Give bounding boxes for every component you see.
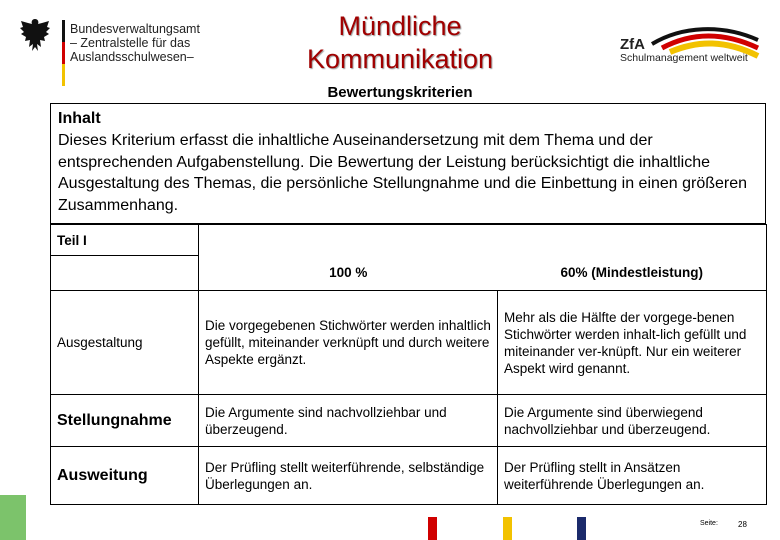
part-label: Teil I (51, 225, 199, 256)
header-empty-cell (51, 256, 199, 291)
agency-name-line-1: Bundesverwaltungsamt (70, 22, 200, 36)
footer-navy-bar (577, 517, 586, 540)
part-spacer (199, 225, 767, 256)
zfa-tagline: Schulmanagement weltweit (620, 52, 748, 64)
footer-red-bar (428, 517, 437, 540)
table-row (51, 447, 767, 505)
german-flag-bar (62, 20, 65, 88)
row-ausgestaltung-60: Mehr als die Hälfte der vorgege-benen Stichwörter werden inhalt-lich gefüllt und miteinander ver-knüpft. Nur ein weiterer Aspekt wird genannt. (498, 291, 767, 395)
table-row (51, 395, 767, 447)
row-label-ausgestaltung: Ausgestaltung (51, 291, 199, 395)
criteria-table (50, 224, 767, 505)
green-corner-block (0, 495, 26, 540)
slide-title-line-1: Mündliche (338, 11, 462, 41)
footer-yellow-bar (503, 517, 512, 540)
zfa-logo-text: ZfA (620, 36, 645, 53)
slide-subtitle: Bewertungskriterien (327, 84, 473, 101)
inhalt-description: Dieses Kriterium erfasst die inhaltliche Auseinandersetzung mit dem Thema und der entsprechenden Aufgabenstellung. Die Bewertung der Leistung berücksichtigt die inhaltliche Ausgestaltung des Themas, die persönliche Stellungnahme und die Einbettung in einen größeren Zusammenhang. (58, 132, 748, 214)
row-ausweitung-100: Der Prüfling stellt weiterführende, selbständige Überlegungen an. (199, 447, 498, 505)
row-ausgestaltung-100: Die vorgegebenen Stichwörter werden inhaltlich gefüllt, miteinander verknüpft und durch weitere Aspekte ergänzt. (199, 291, 498, 395)
agency-name-line-2: – Zentralstelle für das (70, 36, 191, 50)
slide-title (250, 10, 550, 76)
row-stellungnahme-60: Die Argumente sind überwiegend nachvollziehbar und überzeugend. (498, 395, 767, 447)
row-stellungnahme-100: Die Argumente sind nachvollziehbar und überzeugend. (199, 395, 498, 447)
table-row-part (51, 225, 767, 256)
slide-title-line-2: Kommunikation (306, 44, 494, 74)
page-label: Seite: (700, 520, 718, 527)
federal-eagle-icon (18, 16, 52, 56)
column-header-60: 60% (Mindestleistung) (498, 256, 767, 291)
column-header-100: 100 % (199, 256, 498, 291)
row-label-ausweitung: Ausweitung (51, 447, 199, 505)
table-header-row (51, 256, 767, 291)
row-label-stellungnahme: Stellungnahme (51, 395, 199, 447)
table-row (51, 291, 767, 395)
page-number: 28 (738, 520, 747, 529)
agency-name-line-3: Auslandsschulwesen– (70, 50, 194, 64)
inhalt-heading: Inhalt (58, 110, 101, 127)
row-ausweitung-60: Der Prüfling stellt in Ansätzen weiterführende Überlegungen an. (498, 447, 767, 505)
